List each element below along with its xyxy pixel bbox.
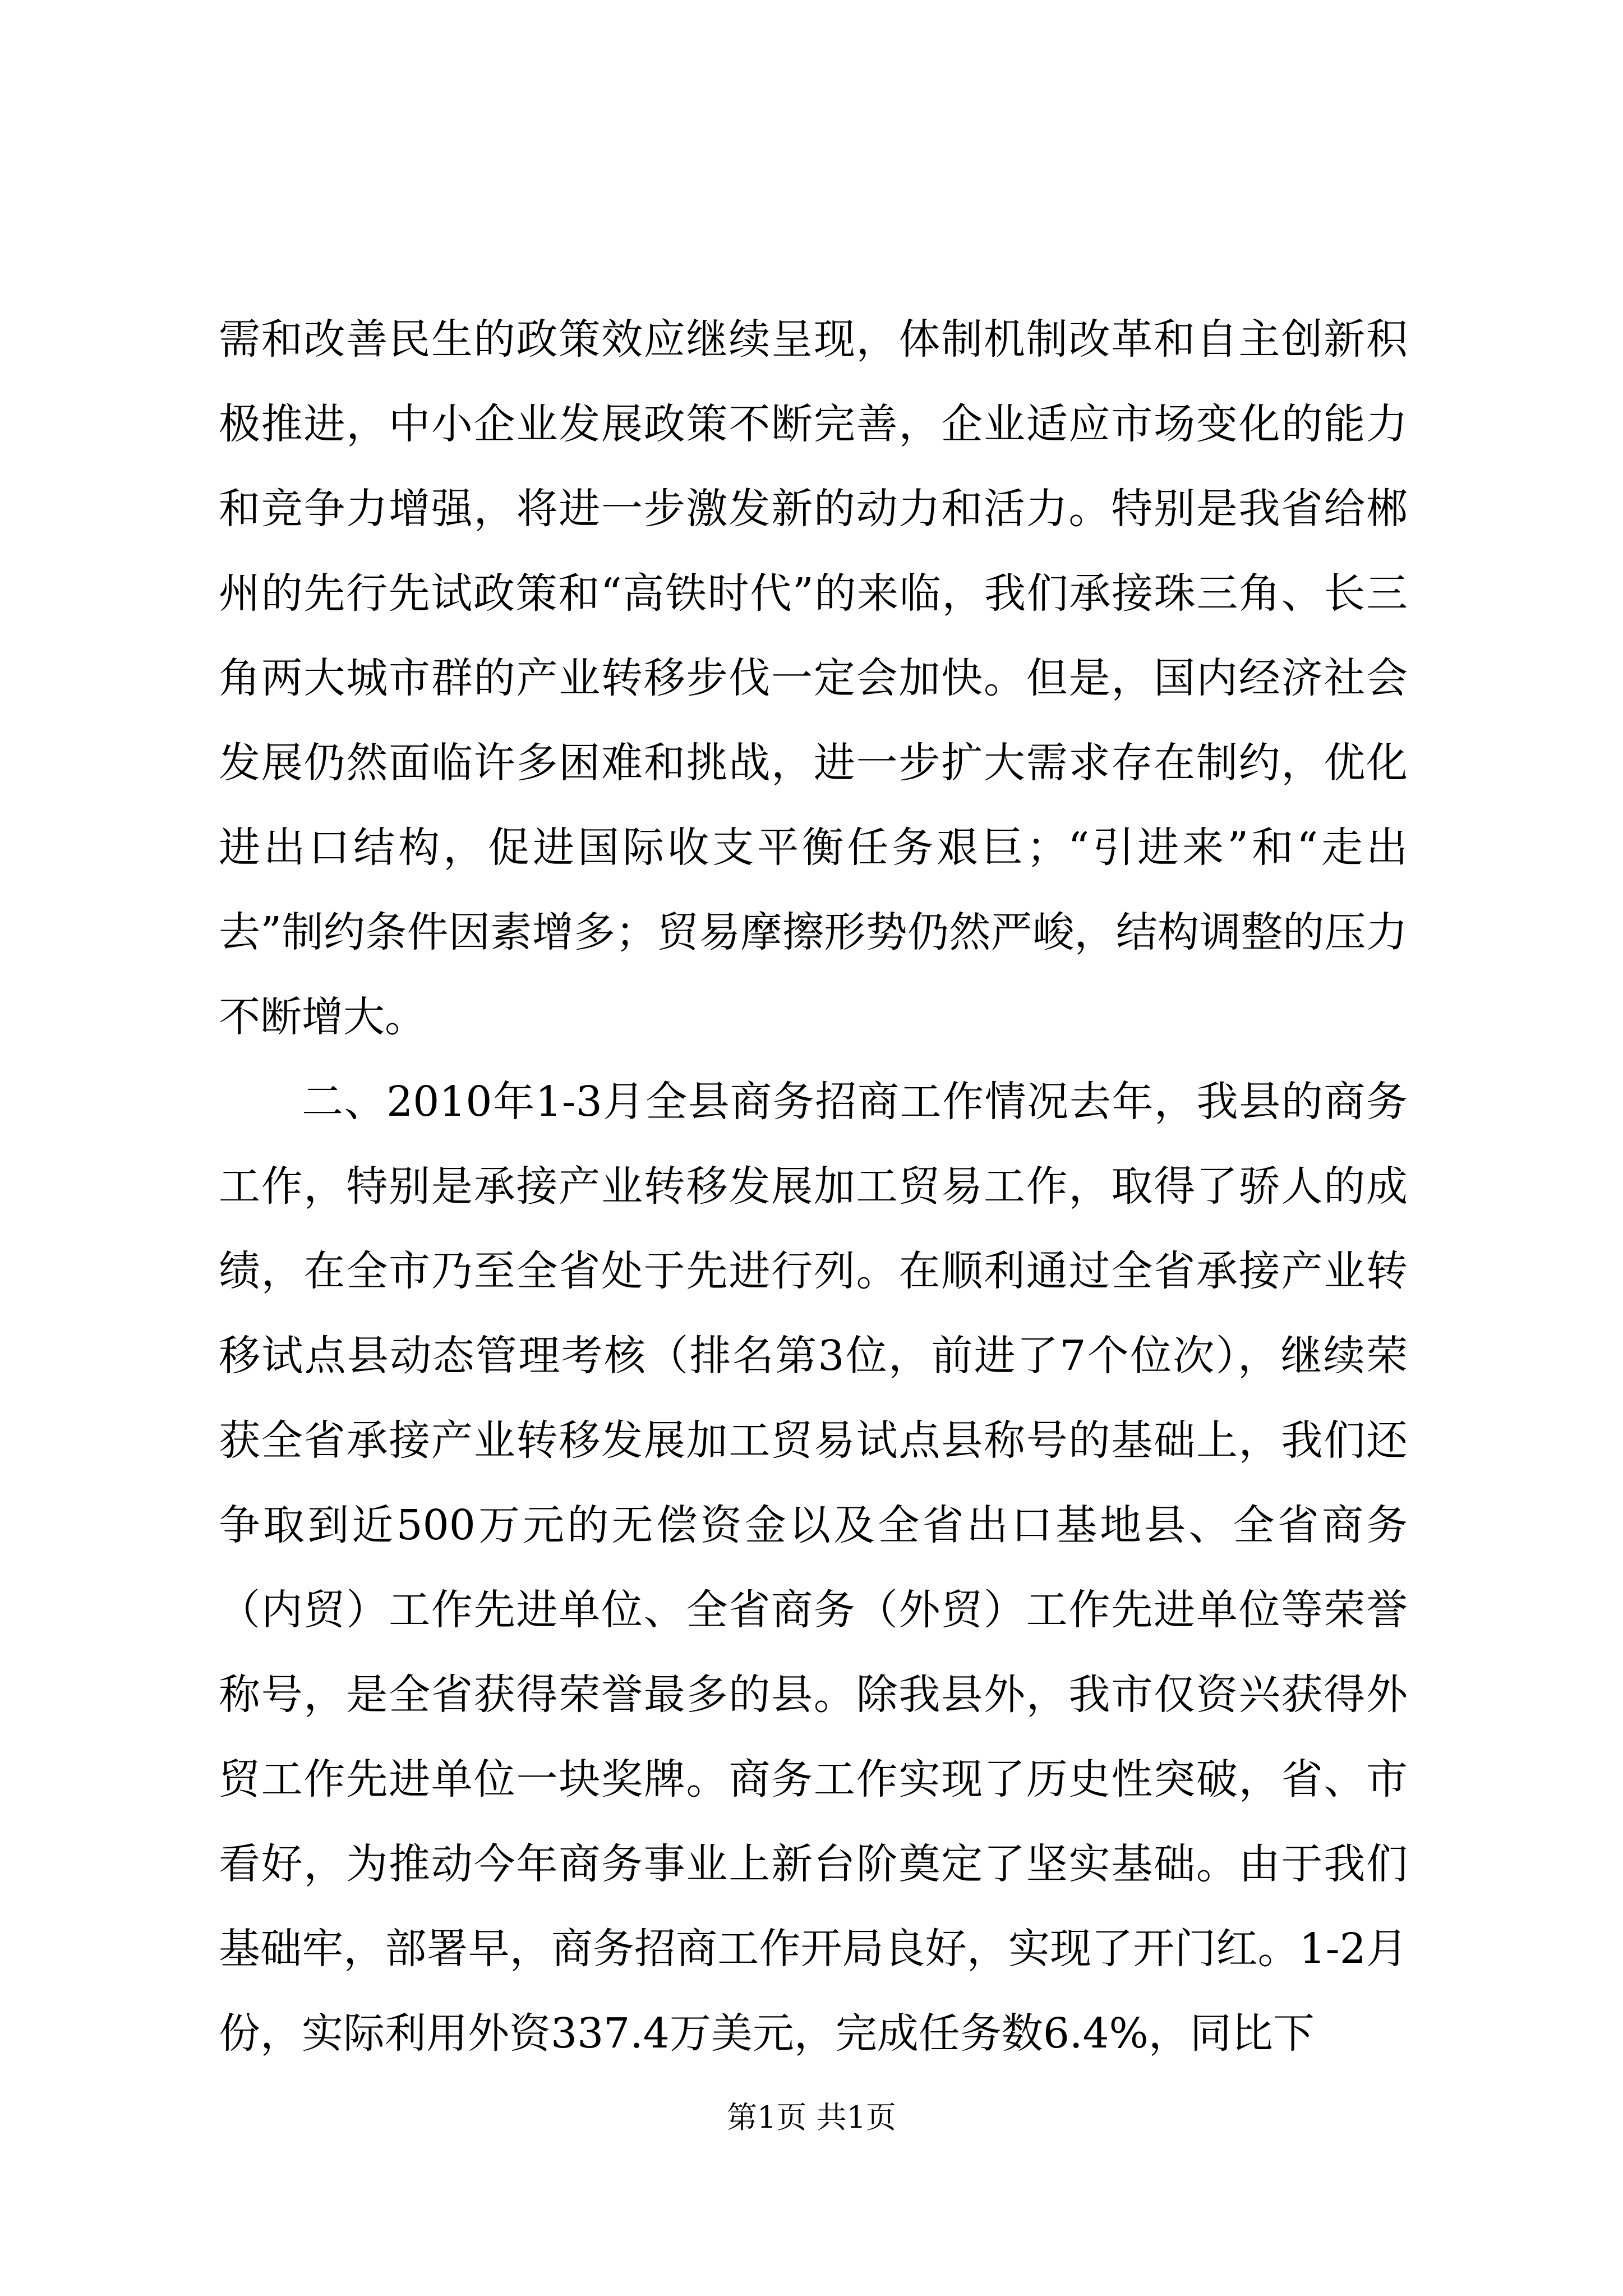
document-body	[219, 297, 1408, 2076]
paragraph-section-two: 二、2010年1-3月全县商务招商工作情况去年，我县的商务工作，特别是承接产业转移发展加工贸易工作，取得了骄人的成绩，在全市乃至全省处于先进行列。在顺利通过全省承接产业转移试点县动态管理考核（排名第3位，前进了7个位次），继续荣获全省承接产业转移发展加工贸易试点县称号的基础上，我们还争取到近500万元的无偿资金以及全省出口基地县、全省商务（内贸）工作先进单位、全省商务（外贸）工作先进单位等荣誉称号，是全省获得荣誉最多的县。除我县外，我市仅资兴获得外贸工作先进单位一块奖牌。商务工作实现了历史性突破，省、市看好，为推动今年商务事业上新台阶奠定了坚实基础。由于我们基础牢，部署早，商务招商工作开局良好，实现了开门红。1-2月份，实际利用外资337.4万美元，完成任务数6.4%，同比下	[219, 1078, 1408, 2058]
page-number-footer: 第1页 共1页	[727, 2100, 896, 2135]
paragraph-continuation: 需和改善民生的政策效应继续呈现，体制机制改革和自主创新积极推进，中小企业发展政策不断完善，企业适应市场变化的能力和竞争力增强，将进一步激发新的动力和活力。特别是我省给郴州的先行先试政策和“高铁时代”的来临，我们承接珠三角、长三角两大城市群的产业转移步伐一定会加快。但是，国内经济社会发展仍然面临许多困难和挑战，进一步扩大需求存在制约，优化进出口结构，促进国际收支平衡任务艰巨；“引进来”和“走出去”制约条件因素增多；贸易摩擦形势仍然严峻，结构调整的压力不断增大。	[219, 315, 1408, 1041]
